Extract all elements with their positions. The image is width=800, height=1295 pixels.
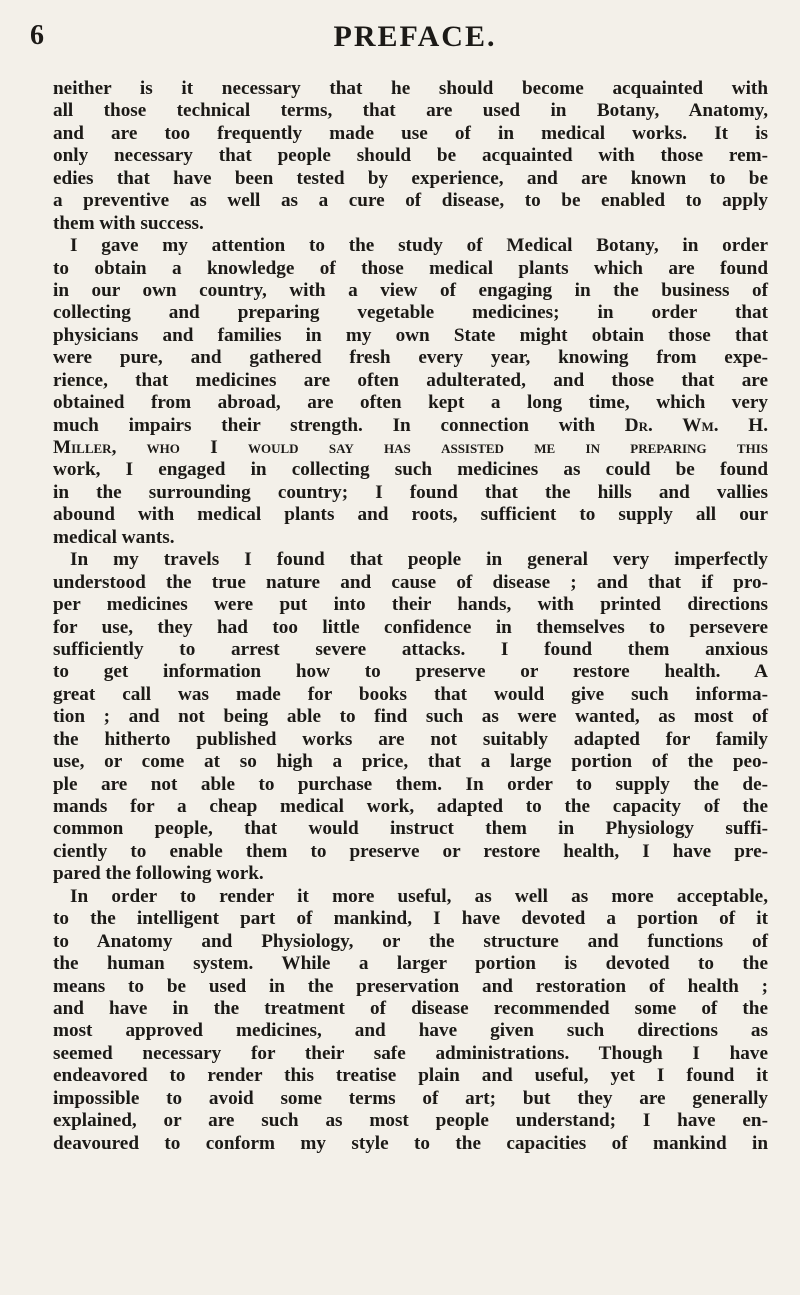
- text-line: seemed necessary for their safe administrations. Though I have: [53, 1042, 768, 1064]
- text-line: rience, that medicines are often adulterated, and those that are: [53, 369, 768, 391]
- text-line: in our own country, with a view of engaging in the business of: [53, 279, 768, 301]
- text-line: understood the true nature and cause of disease ; and that if pro-: [53, 571, 768, 593]
- text-line: abound with medical plants and roots, sufficient to supply all our: [53, 504, 768, 526]
- text-line: physicians and families in my own State might obtain those that: [53, 324, 768, 346]
- text-line: to the intelligent part of mankind, I have devoted a portion of it: [53, 908, 768, 930]
- preface-body: [53, 78, 768, 1155]
- text-line: neither is it necessary that he should become acquainted with: [53, 78, 768, 99]
- text-line: to get information how to preserve or restore health. A: [53, 661, 768, 683]
- text-line: them with success.: [53, 212, 204, 234]
- text-line: per medicines were put into their hands, with printed directions: [53, 594, 768, 616]
- page-header: [30, 20, 750, 56]
- text-line: common people, that would instruct them in Physiology suffi-: [53, 818, 768, 840]
- surname-line: Miller, who I would say has assisted me in preparing this: [53, 437, 768, 458]
- text-line: explained, or are such as most people understand; I have en-: [53, 1110, 768, 1132]
- text-line-with-name: [53, 415, 768, 437]
- running-head: PREFACE.: [333, 20, 497, 53]
- text-line: use, or come at so high a price, that a large portion of the peo-: [53, 751, 768, 773]
- text-line: ple are not able to purchase them. In order to supply the de-: [53, 773, 768, 795]
- text-line: a preventive as well as a cure of disease, to be enabled to apply: [53, 190, 768, 212]
- text-line: the human system. While a larger portion is devoted to the: [53, 953, 768, 975]
- text-line: means to be used in the preservation and restoration of health ;: [53, 975, 768, 997]
- text-line: and have in the treatment of disease recommended some of the: [53, 997, 768, 1019]
- text-line: tion ; and not being able to find such as were wanted, as most of: [53, 706, 768, 728]
- text-line: mands for a cheap medical work, adapted to the capacity of the: [53, 796, 768, 817]
- text-line: collecting and preparing vegetable medicines; in order that: [53, 302, 768, 324]
- paragraph-start-line: In order to render it more useful, as well as more acceptable,: [70, 885, 768, 907]
- text-line: and are too frequently made use of in medical works. It is: [53, 122, 768, 144]
- page-number: 6: [30, 20, 45, 51]
- text-line: obtained from abroad, are often kept a long time, which very: [53, 392, 768, 414]
- text-line: all those technical terms, that are used in Botany, Anatomy,: [53, 100, 768, 122]
- text-segment: much impairs their strength. In connection with: [53, 414, 595, 436]
- text-line: endeavored to render this treatise plain and useful, yet I found it: [53, 1065, 768, 1087]
- text-line: sufficiently to arrest severe attacks. I found them anxious: [53, 638, 768, 660]
- text-line: in the surrounding country; I found that the hills and vallies: [53, 481, 768, 503]
- text-line: ciently to enable them to preserve or restore health, I have pre-: [53, 840, 768, 862]
- text-line: deavoured to conform my style to the capacities of mankind in: [53, 1132, 768, 1154]
- text-line: pared the following work.: [53, 863, 264, 885]
- paragraph-start-line: I gave my attention to the study of Medical Botany, in order: [70, 235, 768, 257]
- text-line: to Anatomy and Physiology, or the structure and functions of: [53, 930, 768, 952]
- text-line: impossible to avoid some terms of art; but they are generally: [53, 1087, 768, 1109]
- text-line: to obtain a knowledge of those medical plants which are found: [53, 257, 768, 279]
- text-line: medical wants.: [53, 526, 175, 548]
- text-line: for use, they had too little confidence in themselves to persevere: [53, 616, 768, 638]
- text-line: only necessary that people should be acquainted with those rem-: [53, 145, 768, 167]
- text-line: most approved medicines, and have given such directions as: [53, 1020, 768, 1042]
- text-line: [53, 437, 768, 459]
- text-line: the hitherto published works are not suitably adapted for family: [53, 728, 768, 750]
- text-line: edies that have been tested by experience, and are known to be: [53, 167, 768, 189]
- text-line: were pure, and gathered fresh every year, knowing from expe-: [53, 347, 768, 369]
- text-line: work, I engaged in collecting such medicines as could be found: [53, 459, 768, 481]
- text-line: great call was made for books that would give such informa-: [53, 683, 768, 705]
- doctor-name: Dr. Wm. H.: [624, 414, 769, 436]
- paragraph-start-line: In my travels I found that people in general very imperfectly: [70, 549, 768, 571]
